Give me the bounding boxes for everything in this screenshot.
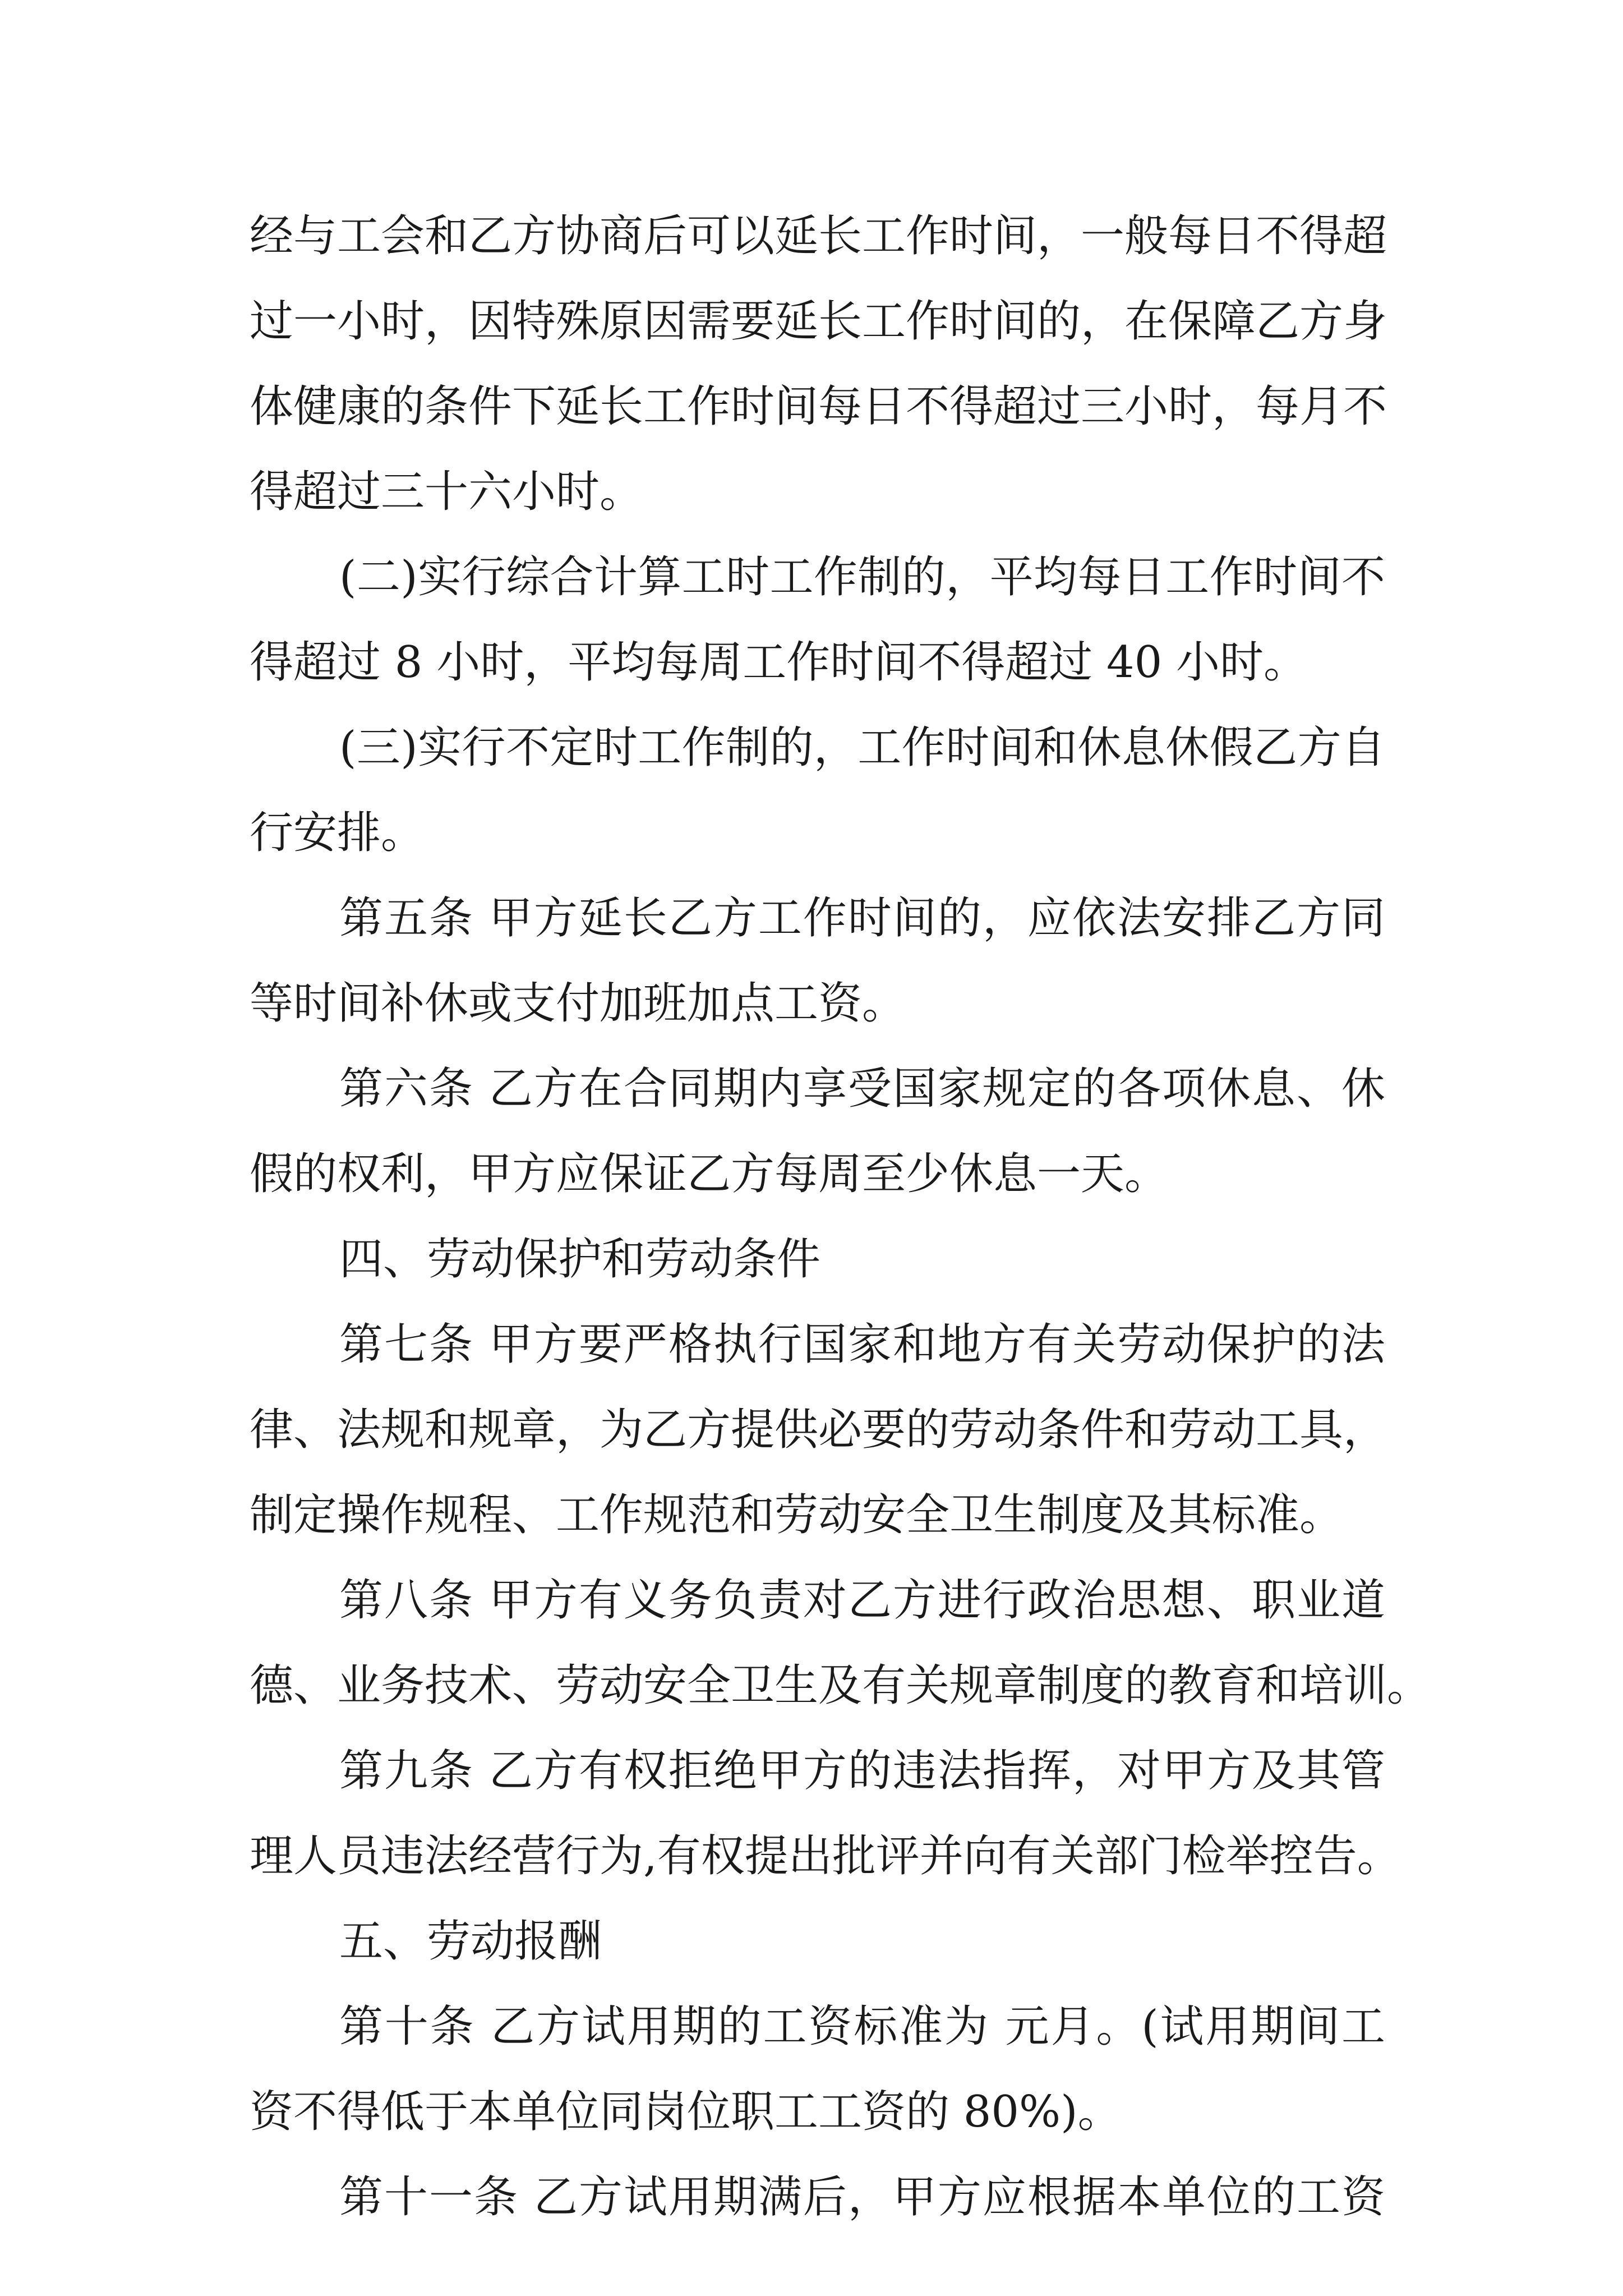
text-line: (二)实行综合计算工时工作制的，平均每日工作时间不 bbox=[339, 552, 1385, 602]
text-line: 制定操作规程、工作规范和劳动安全卫生制度及其标准。 bbox=[250, 1490, 1344, 1540]
section-heading: 五、劳动报酬 bbox=[339, 1916, 602, 1967]
text-line: 第八条 甲方有义务负责对乙方进行政治思想、职业道 bbox=[339, 1575, 1385, 1626]
text-line: 第十条 乙方试用期的工资标准为 元月。(试用期间工 bbox=[339, 2001, 1385, 2052]
text-line: 假的权利，甲方应保证乙方每周至少休息一天。 bbox=[250, 1149, 1169, 1199]
text-line: 第五条 甲方延长乙方工作时间的，应依法安排乙方同 bbox=[339, 893, 1385, 944]
section-heading: 四、劳动保护和劳动条件 bbox=[339, 1234, 821, 1285]
text-line: 得超过三十六小时。 bbox=[250, 467, 644, 517]
text-line: 第十一条 乙方试用期满后，甲方应根据本单位的工资 bbox=[339, 2172, 1385, 2223]
text-line: 律、法规和规章，为乙方提供必要的劳动条件和劳动工具， bbox=[250, 1405, 1387, 1455]
document-body bbox=[250, 194, 1431, 2240]
text-line: 过一小时，因特殊原因需要延长工作时间的，在保障乙方身 bbox=[250, 296, 1387, 347]
text-line: 等时间补休或支付加班加点工资。 bbox=[250, 978, 906, 1029]
text-line: 行安排。 bbox=[250, 808, 425, 858]
text-line: 资不得低于本单位同岗位职工工资的 80%)。 bbox=[250, 2087, 1122, 2137]
text-line: 得超过 8 小时，平均每周工作时间不得超过 40 小时。 bbox=[250, 637, 1308, 688]
text-line: 第九条 乙方有权拒绝甲方的违法指挥，对甲方及其管 bbox=[339, 1746, 1385, 1796]
text-line: 德、业务技术、劳动安全卫生及有关规章制度的教育和培训。 bbox=[250, 1660, 1431, 1711]
text-line: 经与工会和乙方协商后可以延长工作时间，一般每日不得超 bbox=[250, 211, 1387, 261]
text-line: (三)实行不定时工作制的，工作时间和休息休假乙方自 bbox=[339, 723, 1385, 773]
text-line: 体健康的条件下延长工作时间每日不得超过三小时，每月不 bbox=[250, 381, 1387, 432]
text-line: 第七条 甲方要严格执行国家和地方有关劳动保护的法 bbox=[339, 1319, 1385, 1370]
text-line: 第六条 乙方在合同期内享受国家规定的各项休息、休 bbox=[339, 1064, 1385, 1114]
text-line: 理人员违法经营行为,有权提出批评并向有关部门检举控告。 bbox=[250, 1831, 1401, 1881]
